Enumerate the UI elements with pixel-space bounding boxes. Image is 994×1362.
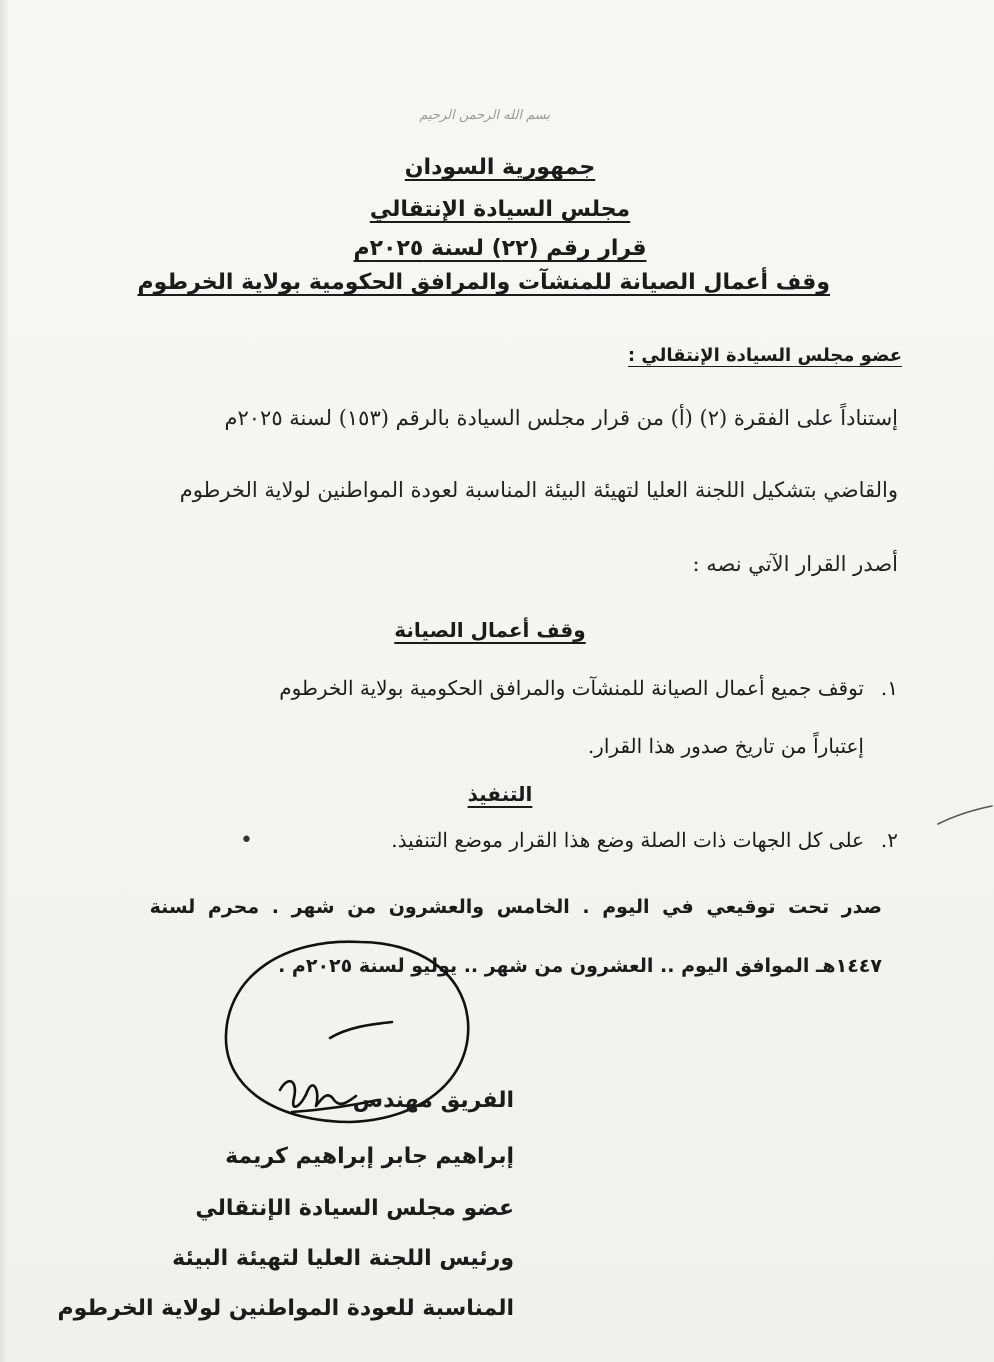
- decree-number: قرار رقم (٢٢) لسنة ٢٠٢٥م: [353, 236, 647, 261]
- signatory-title-1: عضو مجلس السيادة الإنتقالي: [195, 1196, 514, 1221]
- stray-mark: •: [240, 828, 253, 853]
- signatory-title-2: ورئيس اللجنة العليا لتهيئة البيئة: [172, 1246, 514, 1271]
- item-1-number: ١.: [880, 676, 898, 700]
- item-1-line-2: إعتباراً من تاريخ صدور هذا القرار.: [587, 734, 864, 758]
- maintenance-section-title: وقف أعمال الصيانة: [394, 618, 586, 642]
- decree-subject: وقف أعمال الصيانة للمنشآت والمرافق الحكومية بولاية الخرطوم: [137, 270, 830, 295]
- preamble-line-3: أصدر القرار الآتي نصه :: [692, 552, 898, 576]
- pen-stroke-mark: [936, 800, 994, 830]
- item-1-line-1: توقف جميع أعمال الصيانة للمنشآت والمرافق الحكومية بولاية الخرطوم: [279, 676, 864, 700]
- preamble-line-2: والقاضي بتشكيل اللجنة العليا لتهيئة البيئة المناسبة لعودة المواطنين لولاية الخرطوم: [179, 478, 898, 502]
- signatory-title-3: المناسبة للعودة المواطنين لولاية الخرطوم: [57, 1296, 514, 1321]
- signatory-rank: الفريق مهندس: [352, 1088, 514, 1113]
- signatory-name: إبراهيم جابر إبراهيم كريمة: [225, 1144, 514, 1169]
- item-2-number: ٢.: [880, 828, 898, 852]
- page-edge: [0, 0, 8, 1362]
- closing-line-2: ١٤٤٧هـ الموافق اليوم .. العشرون من شهر .. يوليو لسنة ٢٠٢٥م .: [278, 955, 882, 977]
- addressee: عضو مجلس السيادة الإنتقالي :: [627, 345, 902, 366]
- basmala: بسم الله الرحمن الرحيم: [419, 108, 550, 123]
- closing-line-1: صدر تحت توقيعي في اليوم . الخامس والعشرون من شهر . محرم لسنة: [149, 896, 882, 918]
- item-2-text: على كل الجهات ذات الصلة وضع هذا القرار موضع التنفيذ.: [391, 828, 864, 852]
- execution-section-title: التنفيذ: [467, 782, 533, 806]
- council-title: مجلس السيادة الإنتقالي: [369, 197, 631, 222]
- preamble-line-1: إستناداً على الفقرة (٢) (أ) من قرار مجلس السيادة بالرقم (١٥٣) لسنة ٢٠٢٥م: [224, 406, 898, 430]
- republic-title: جمهورية السودان: [404, 155, 596, 180]
